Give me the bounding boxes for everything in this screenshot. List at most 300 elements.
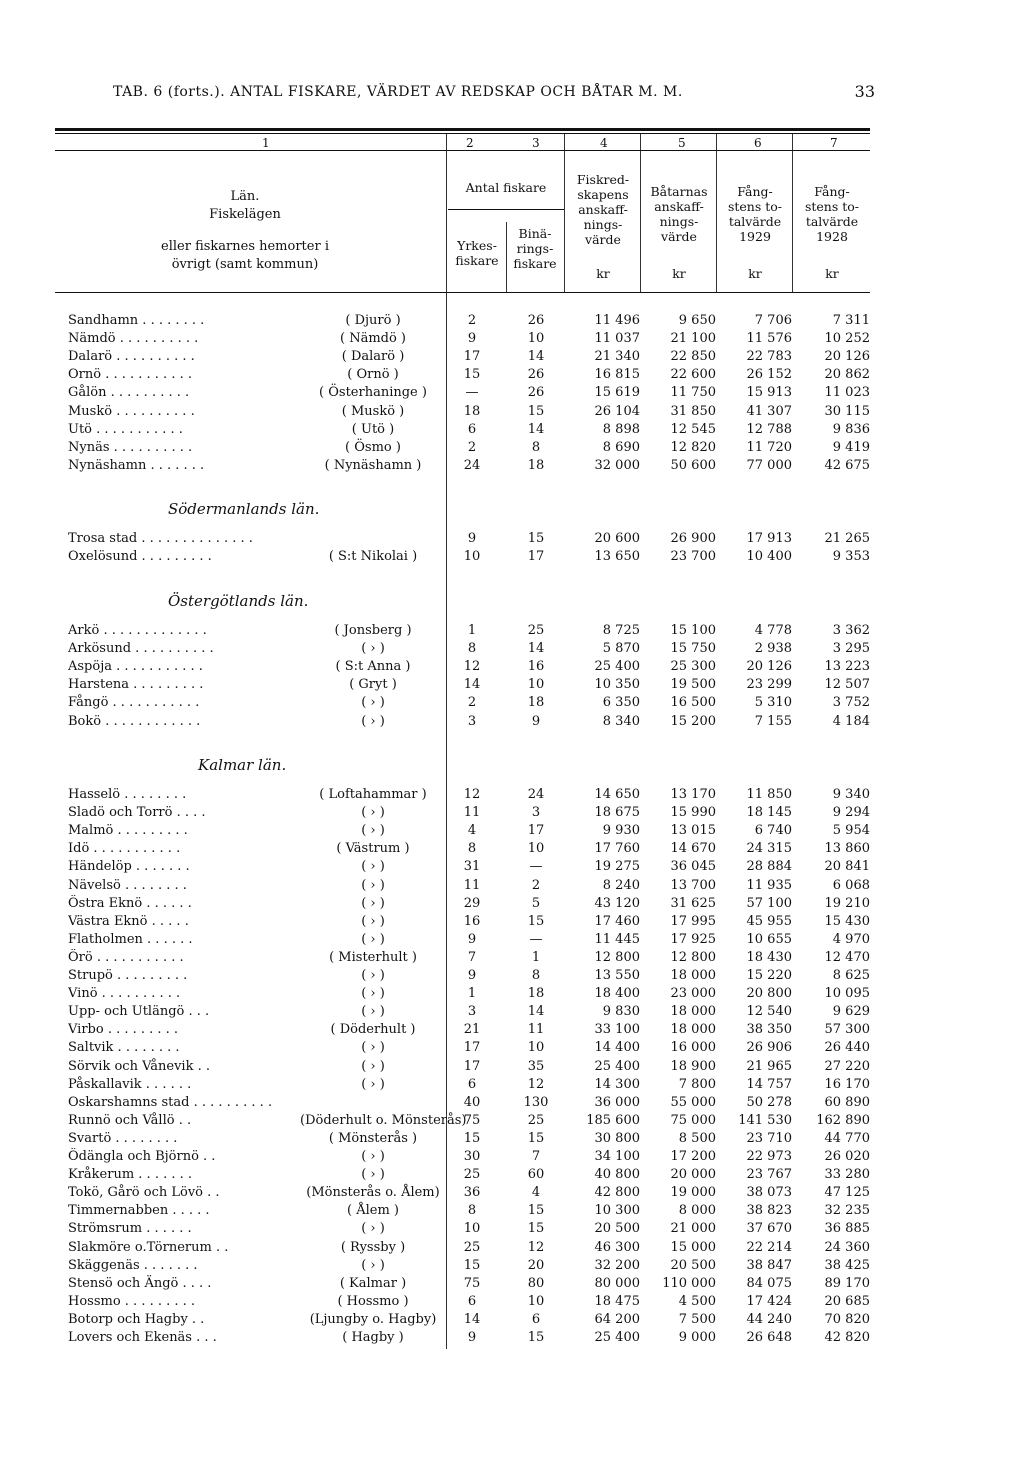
row-name: Runnö och Vållö . .	[68, 1112, 192, 1128]
cell-binaringsfiskare: 26	[527, 367, 545, 383]
row-kommun: ( Ålem )	[347, 1203, 399, 1219]
cell-fangst-1928: 38 425	[824, 1257, 870, 1273]
cell-yrkesfiskare: 75	[463, 1275, 481, 1291]
row-kommun: ( › )	[361, 913, 385, 929]
cell-batar-varde: 7 800	[678, 1076, 716, 1092]
table-row	[0, 804, 1024, 822]
cell-fiskredskap-varde: 17 760	[594, 841, 640, 857]
header-fangst-1928-l2: stens to-	[804, 199, 860, 214]
cell-yrkesfiskare: 24	[463, 457, 481, 473]
row-name: Strömsrum . . . . . .	[68, 1221, 192, 1237]
cell-batar-varde: 36 045	[670, 859, 716, 875]
row-kommun: ( Loftahammar )	[319, 787, 427, 802]
row-name: Sörvik och Vånevik . .	[68, 1058, 210, 1074]
table-row	[0, 694, 1024, 712]
row-kommun: ( Dalarö )	[341, 349, 405, 365]
table-row	[0, 330, 1024, 348]
unit-kr: kr	[596, 266, 610, 281]
cell-yrkesfiskare: 8	[467, 1203, 477, 1219]
row-kommun: ( Västrum )	[336, 841, 410, 857]
row-name: Östra Eknö . . . . . .	[68, 895, 192, 911]
row-name: Oxelösund . . . . . . . . .	[68, 549, 212, 565]
row-name: Arkösund . . . . . . . . . .	[68, 641, 214, 657]
table-row	[0, 931, 1024, 949]
row-name: Skäggenäs . . . . . . .	[68, 1257, 198, 1273]
cell-fangst-1929: 15 913	[746, 385, 792, 401]
cell-fangst-1929: 2 938	[754, 641, 792, 657]
cell-fiskredskap-varde: 21 340	[594, 349, 640, 365]
row-kommun: ( › )	[361, 1058, 385, 1074]
cell-fiskredskap-varde: 42 800	[594, 1185, 640, 1201]
row-kommun: (Döderhult o. Mönsterås)	[300, 1112, 467, 1128]
cell-yrkesfiskare: 12	[463, 659, 481, 675]
cell-yrkesfiskare: —	[465, 385, 479, 401]
row-kommun: ( Kalmar )	[339, 1275, 407, 1291]
cell-yrkesfiskare: 6	[467, 1076, 477, 1092]
cell-fangst-1928: 4 184	[832, 713, 870, 729]
stub-header	[56, 188, 434, 274]
row-kommun: ( Jonsberg )	[334, 623, 412, 638]
cell-binaringsfiskare: 15	[527, 403, 545, 419]
table-row	[0, 895, 1024, 913]
header-fangst-1928	[794, 184, 870, 244]
cell-fangst-1929: 4 778	[754, 623, 792, 638]
cell-fangst-1928: 44 770	[824, 1130, 870, 1146]
cell-fangst-1928: 32 235	[824, 1203, 870, 1219]
cell-fiskredskap-varde: 14 300	[594, 1076, 640, 1092]
table-row	[0, 713, 1024, 731]
table-row	[0, 348, 1024, 366]
table-row	[0, 1311, 1024, 1329]
cell-fangst-1929: 11 935	[746, 877, 792, 893]
cell-batar-varde: 25 300	[670, 659, 716, 675]
cell-fiskredskap-varde: 10 300	[594, 1203, 640, 1219]
section-title: Östergötlands län.	[168, 592, 309, 610]
cell-fangst-1929: 18 430	[746, 949, 792, 965]
cell-binaringsfiskare: —	[529, 931, 543, 947]
table-row	[0, 640, 1024, 658]
cell-fiskredskap-varde: 8 725	[602, 623, 640, 638]
cell-fiskredskap-varde: 33 100	[594, 1022, 640, 1038]
cell-fiskredskap-varde: 9 830	[602, 1004, 640, 1020]
table-row	[0, 1329, 1024, 1347]
cell-fangst-1928: 3 752	[832, 695, 870, 711]
cell-fangst-1929: 24 315	[746, 841, 792, 857]
cell-fangst-1929: 20 126	[746, 659, 792, 675]
cell-fangst-1928: 9 836	[832, 421, 870, 437]
table-row	[0, 421, 1024, 439]
cell-fiskredskap-varde: 43 120	[594, 895, 640, 911]
header-yrkesfiskare-l2: fiskare	[455, 253, 499, 268]
cell-fangst-1929: 22 973	[746, 1149, 792, 1164]
table-row	[0, 1275, 1024, 1293]
cell-fangst-1928: 12 507	[824, 677, 870, 693]
cell-fangst-1929: 38 073	[746, 1185, 792, 1201]
header-batarnas-l2: anskaff-	[654, 199, 704, 214]
cell-yrkesfiskare: 11	[463, 877, 481, 893]
cell-batar-varde: 7 500	[678, 1311, 716, 1327]
cell-fangst-1928: 26 440	[824, 1040, 870, 1056]
cell-fangst-1929: 20 800	[746, 986, 792, 1002]
cell-batar-varde: 11 750	[670, 385, 716, 401]
row-name: Nävelsö . . . . . . . .	[68, 877, 187, 893]
cell-yrkesfiskare: 18	[463, 403, 481, 419]
cell-fiskredskap-varde: 64 200	[594, 1311, 640, 1327]
table-row	[0, 822, 1024, 840]
cell-batar-varde: 16 500	[670, 695, 716, 711]
cell-fiskredskap-varde: 185 600	[586, 1112, 640, 1128]
row-name: Saltvik . . . . . . . .	[68, 1040, 180, 1056]
cell-yrkesfiskare: 17	[463, 1058, 481, 1074]
table-row	[0, 1130, 1024, 1148]
cell-batar-varde: 13 015	[670, 823, 716, 839]
row-name: Vinö . . . . . . . . . .	[68, 986, 181, 1002]
cell-fangst-1929: 10 400	[746, 549, 792, 565]
cell-binaringsfiskare: 8	[531, 439, 541, 455]
header-fiskredskapens	[566, 172, 640, 247]
cell-batar-varde: 18 000	[670, 968, 716, 983]
cell-batar-varde: 12 820	[670, 439, 716, 455]
row-name: Virbo . . . . . . . . .	[68, 1022, 179, 1038]
row-kommun: ( Mönsterås )	[328, 1130, 418, 1146]
header-binaringsfiskare-l1: Binä-	[518, 226, 552, 241]
cell-binaringsfiskare: 24	[527, 787, 545, 802]
colnum-4: 4	[600, 136, 608, 150]
cell-yrkesfiskare: 17	[463, 349, 481, 365]
row-kommun: ( › )	[361, 1257, 385, 1273]
table-row	[0, 1293, 1024, 1311]
row-kommun: ( Ryssby )	[340, 1239, 406, 1255]
cell-yrkesfiskare: 10	[463, 549, 481, 565]
cell-fiskredskap-varde: 8 240	[602, 877, 640, 893]
row-name: Trosa stad . . . . . . . . . . . . . .	[68, 531, 253, 546]
header-binaringsfiskare-l2: rings-	[516, 241, 554, 256]
cell-fangst-1928: 20 862	[824, 367, 870, 383]
cell-fangst-1928: 70 820	[824, 1311, 870, 1327]
header-fangst-1929-l2: stens to-	[727, 199, 783, 214]
cell-yrkesfiskare: 9	[467, 931, 477, 947]
row-kommun: ( › )	[361, 931, 385, 947]
cell-binaringsfiskare: 10	[527, 1040, 545, 1056]
cell-binaringsfiskare: 9	[531, 713, 541, 729]
cell-binaringsfiskare: 16	[527, 659, 545, 675]
header-fiskredskapens-l4: nings-	[583, 217, 623, 232]
colnum-rule	[55, 150, 870, 151]
header-fiskredskapens-l3: anskaff-	[578, 202, 628, 217]
cell-fangst-1929: 7 155	[754, 713, 792, 729]
col-divider	[564, 134, 565, 292]
cell-binaringsfiskare: 7	[531, 1149, 541, 1164]
table-row	[0, 384, 1024, 402]
cell-binaringsfiskare: 10	[527, 841, 545, 857]
cell-fangst-1928: 3 362	[832, 623, 870, 638]
table-row	[0, 840, 1024, 858]
table-row	[0, 786, 1024, 804]
header-fiskredskapens-l2: skapens	[577, 187, 629, 202]
row-name: Sladö och Torrö . . . .	[68, 805, 206, 821]
cell-binaringsfiskare: 17	[527, 823, 545, 839]
table-title: TAB. 6 (forts.). ANTAL FISKARE, VÄRDET AV REDSKAP OCH BÅTAR M. M.	[113, 84, 683, 100]
header-batarnas-l1: Båtarnas	[650, 184, 708, 199]
stub-header-kommun: övrigt (samt kommun)	[171, 257, 319, 272]
cell-fangst-1928: 42 675	[824, 457, 870, 473]
cell-fangst-1929: 6 740	[754, 823, 792, 839]
cell-fangst-1928: 3 295	[832, 641, 870, 657]
row-name: Stensö och Ängö . . . .	[68, 1275, 212, 1291]
cell-fiskredskap-varde: 32 200	[594, 1257, 640, 1273]
stub-header-hemorter: eller fiskarnes hemorter i	[161, 239, 329, 254]
cell-yrkesfiskare: 6	[467, 1293, 477, 1309]
cell-fangst-1929: 17 424	[746, 1293, 792, 1309]
cell-yrkesfiskare: 3	[467, 1004, 477, 1020]
cell-binaringsfiskare: 4	[531, 1185, 541, 1201]
cell-yrkesfiskare: 9	[467, 331, 477, 347]
table-row	[0, 1112, 1024, 1130]
cell-yrkesfiskare: 15	[463, 1130, 481, 1146]
cell-fangst-1928: 9 294	[832, 805, 870, 821]
cell-fangst-1928: 47 125	[824, 1185, 870, 1201]
cell-yrkesfiskare: 12	[463, 787, 481, 802]
cell-fangst-1929: 44 240	[746, 1311, 792, 1327]
row-name: Hasselö . . . . . . . .	[68, 787, 187, 802]
table-row	[0, 530, 1024, 548]
cell-fangst-1929: 50 278	[746, 1094, 792, 1110]
row-kommun: ( › )	[361, 695, 385, 711]
cell-fangst-1928: 11 023	[824, 385, 870, 401]
cell-fiskredskap-varde: 8 690	[602, 439, 640, 455]
cell-binaringsfiskare: 17	[527, 549, 545, 565]
row-kommun: (Mönsterås o. Ålem)	[306, 1185, 440, 1201]
cell-fangst-1929: 10 655	[746, 931, 792, 947]
header-antal-fiskare: Antal fiskare	[465, 180, 547, 195]
cell-fangst-1928: 27 220	[824, 1058, 870, 1074]
row-name: Västra Eknö . . . . .	[68, 913, 189, 929]
cell-binaringsfiskare: 18	[527, 986, 545, 1002]
row-kommun: ( › )	[361, 641, 385, 657]
cell-batar-varde: 9 650	[678, 313, 716, 328]
stub-header-fiskelagen: Fiskelägen	[209, 207, 281, 222]
table-row	[0, 858, 1024, 876]
cell-batar-varde: 20 500	[670, 1257, 716, 1273]
table-row	[0, 1058, 1024, 1076]
row-kommun: ( › )	[361, 1076, 385, 1092]
row-kommun: ( Nynäshamn )	[324, 457, 422, 473]
cell-batar-varde: 8 500	[678, 1130, 716, 1146]
header-fangst-1928-l1: Fång-	[814, 184, 850, 199]
cell-binaringsfiskare: 60	[527, 1167, 545, 1183]
cell-fiskredskap-varde: 11 445	[594, 931, 640, 947]
page-number: 33	[854, 82, 875, 101]
cell-binaringsfiskare: 10	[527, 331, 545, 347]
cell-fiskredskap-varde: 25 400	[594, 1330, 640, 1345]
cell-yrkesfiskare: 9	[467, 531, 477, 546]
table-row	[0, 1239, 1024, 1257]
cell-fiskredskap-varde: 36 000	[594, 1094, 640, 1110]
table-row	[0, 312, 1024, 330]
cell-fangst-1928: 26 020	[824, 1149, 870, 1164]
cell-fangst-1928: 8 625	[832, 968, 870, 983]
cell-batar-varde: 26 900	[670, 531, 716, 546]
table-row	[0, 985, 1024, 1003]
cell-fiskredskap-varde: 8 898	[602, 421, 640, 437]
cell-fiskredskap-varde: 12 800	[594, 949, 640, 965]
cell-binaringsfiskare: 20	[527, 1257, 545, 1273]
cell-fiskredskap-varde: 30 800	[594, 1130, 640, 1146]
row-name: Hossmo . . . . . . . . .	[68, 1293, 196, 1309]
cell-yrkesfiskare: 16	[463, 913, 481, 929]
row-kommun: ( › )	[361, 805, 385, 821]
cell-fangst-1928: 24 360	[824, 1239, 870, 1255]
cell-fiskredskap-varde: 16 815	[594, 367, 640, 383]
top-rule	[55, 128, 870, 131]
cell-fangst-1929: 12 788	[746, 421, 792, 437]
cell-binaringsfiskare: 15	[527, 1330, 545, 1345]
cell-binaringsfiskare: 15	[527, 531, 545, 546]
row-kommun: ( Muskö )	[341, 403, 405, 419]
unit-kr: kr	[748, 266, 762, 281]
cell-yrkesfiskare: 3	[467, 713, 477, 729]
cell-binaringsfiskare: 26	[527, 385, 545, 401]
cell-yrkesfiskare: 29	[463, 895, 481, 911]
cell-fiskredskap-varde: 19 275	[594, 859, 640, 875]
cell-fangst-1928: 7 311	[832, 313, 870, 328]
cell-batar-varde: 23 000	[670, 986, 716, 1002]
cell-yrkesfiskare: 4	[467, 823, 477, 839]
row-kommun: ( › )	[361, 859, 385, 875]
row-name: Svartö . . . . . . . .	[68, 1130, 178, 1146]
header-binaringsfiskare-l3: fiskare	[513, 256, 557, 271]
cell-yrkesfiskare: 7	[467, 949, 477, 965]
table-row	[0, 1148, 1024, 1166]
row-name: Timmernabben . . . . .	[68, 1203, 210, 1219]
cell-binaringsfiskare: 10	[527, 1293, 545, 1309]
cell-fiskredskap-varde: 14 650	[594, 787, 640, 802]
row-name: Harstena . . . . . . . . .	[68, 677, 204, 693]
cell-binaringsfiskare: 5	[531, 895, 541, 911]
row-name: Sandhamn . . . . . . . .	[68, 313, 205, 328]
cell-binaringsfiskare: 18	[527, 695, 545, 711]
row-name: Ornö . . . . . . . . . . .	[68, 367, 192, 383]
col-divider	[640, 134, 641, 292]
row-kommun: ( › )	[361, 1167, 385, 1183]
header-yrkesfiskare	[448, 238, 506, 268]
cell-fangst-1928: 162 890	[816, 1112, 870, 1128]
row-name: Arkö . . . . . . . . . . . . .	[68, 623, 207, 638]
cell-batar-varde: 15 100	[670, 623, 716, 638]
cell-batar-varde: 12 545	[670, 421, 716, 437]
row-kommun: ( › )	[361, 1221, 385, 1237]
cell-batar-varde: 19 000	[670, 1185, 716, 1201]
header-batarnas-l3: nings-	[659, 214, 699, 229]
cell-fangst-1928: 10 252	[824, 331, 870, 347]
row-kommun: ( Österhaninge )	[319, 385, 427, 401]
cell-yrkesfiskare: 30	[463, 1149, 481, 1164]
cell-fiskredskap-varde: 13 550	[594, 968, 640, 983]
cell-binaringsfiskare: 35	[527, 1058, 545, 1074]
cell-batar-varde: 8 000	[678, 1203, 716, 1219]
cell-yrkesfiskare: 14	[463, 677, 481, 693]
cell-batar-varde: 18 000	[670, 1022, 716, 1038]
row-name: Upp- och Utlängö . . .	[68, 1004, 210, 1020]
cell-yrkesfiskare: 1	[467, 623, 477, 638]
row-kommun: (Ljungby o. Hagby)	[309, 1311, 437, 1327]
row-kommun: ( Hagby )	[342, 1330, 404, 1345]
table-row	[0, 1039, 1024, 1057]
cell-fangst-1928: 9 419	[832, 439, 870, 455]
row-kommun: ( › )	[361, 986, 385, 1002]
colnum-1: 1	[262, 136, 270, 150]
table-row	[0, 949, 1024, 967]
cell-yrkesfiskare: 6	[467, 421, 477, 437]
table-row	[0, 1021, 1024, 1039]
row-kommun: ( Misterhult )	[329, 949, 417, 965]
cell-fiskredskap-varde: 40 800	[594, 1167, 640, 1183]
row-name: Botorp och Hagby . .	[68, 1311, 205, 1327]
cell-binaringsfiskare: 14	[527, 349, 545, 365]
row-name: Slakmöre o.Törnerum . .	[68, 1239, 229, 1255]
cell-binaringsfiskare: 18	[527, 457, 545, 473]
cell-fangst-1928: 20 685	[824, 1293, 870, 1309]
cell-fangst-1928: 9 340	[832, 787, 870, 802]
cell-fangst-1928: 30 115	[824, 403, 870, 419]
row-name: Nynäs . . . . . . . . . .	[68, 439, 193, 455]
row-kommun: ( › )	[361, 1149, 385, 1164]
header-fangst-1929-l1: Fång-	[737, 184, 773, 199]
cell-yrkesfiskare: 36	[463, 1185, 481, 1201]
row-name: Muskö . . . . . . . . . .	[68, 403, 195, 419]
header-batarnas-l4: värde	[661, 229, 697, 244]
cell-fangst-1929: 22 783	[746, 349, 792, 365]
cell-fiskredskap-varde: 26 104	[594, 403, 640, 419]
row-name: Dalarö . . . . . . . . . .	[68, 349, 195, 365]
colnum-6: 6	[754, 136, 762, 150]
cell-yrkesfiskare: 10	[463, 1221, 481, 1237]
row-name: Strupö . . . . . . . . .	[68, 968, 188, 983]
table-row	[0, 1184, 1024, 1202]
row-kommun: ( S:t Nikolai )	[328, 549, 418, 565]
section-title: Kalmar län.	[198, 756, 287, 774]
cell-fangst-1929: 11 850	[746, 787, 792, 802]
table-row	[0, 676, 1024, 694]
cell-batar-varde: 9 000	[678, 1330, 716, 1345]
cell-binaringsfiskare: 14	[527, 641, 545, 657]
cell-fangst-1929: 21 965	[746, 1058, 792, 1074]
header-binaringsfiskare	[506, 226, 564, 271]
cell-fiskredskap-varde: 17 460	[594, 913, 640, 929]
table-row	[0, 1003, 1024, 1021]
cell-binaringsfiskare: 11	[527, 1022, 545, 1038]
row-name: Lovers och Ekenäs . . .	[68, 1330, 217, 1345]
table-row	[0, 1202, 1024, 1220]
cell-fiskredskap-varde: 10 350	[594, 677, 640, 693]
cell-fangst-1929: 18 145	[746, 805, 792, 821]
cell-fiskredskap-varde: 9 930	[602, 823, 640, 839]
table-row	[0, 403, 1024, 421]
cell-fiskredskap-varde: 25 400	[594, 659, 640, 675]
cell-batar-varde: 14 670	[670, 841, 716, 857]
cell-fiskredskap-varde: 8 340	[602, 713, 640, 729]
row-name: Örö . . . . . . . . . . .	[68, 949, 184, 965]
cell-fangst-1928: 21 265	[824, 531, 870, 546]
header-fangst-1929	[718, 184, 792, 244]
cell-batar-varde: 22 600	[670, 367, 716, 383]
cell-yrkesfiskare: 15	[463, 367, 481, 383]
cell-fiskredskap-varde: 18 675	[594, 805, 640, 821]
cell-binaringsfiskare: 80	[527, 1275, 545, 1291]
cell-fangst-1928: 12 470	[824, 949, 870, 965]
cell-fangst-1928: 20 126	[824, 349, 870, 365]
cell-fangst-1929: 57 100	[746, 895, 792, 911]
